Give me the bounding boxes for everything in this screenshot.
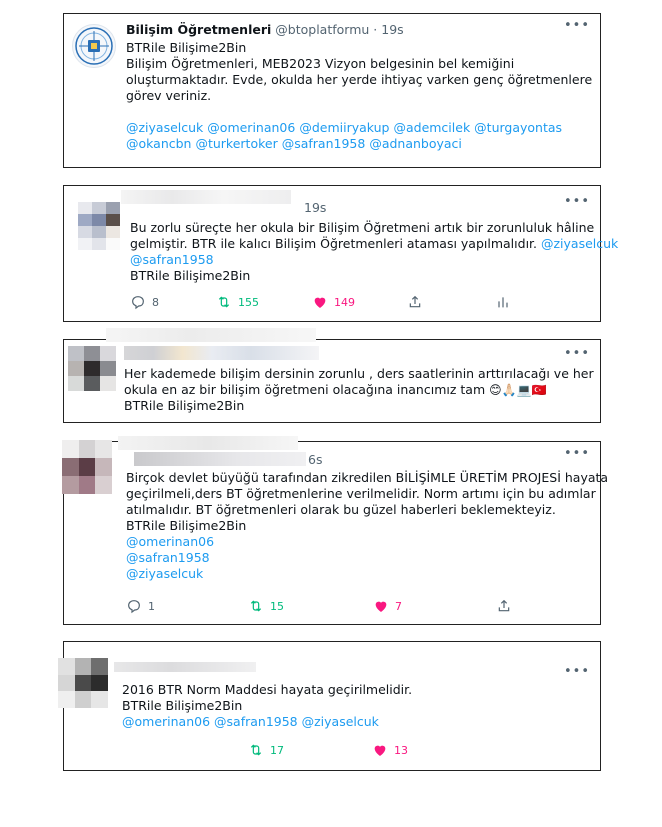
blurred-author-handle[interactable] [134, 452, 306, 466]
tweet-text [126, 40, 592, 152]
blurred-author-name[interactable] [114, 662, 256, 672]
more-horizontal-icon[interactable]: ••• [563, 194, 590, 209]
more-horizontal-icon[interactable]: ••• [563, 346, 590, 361]
mention-link[interactable]: @safran1958 [281, 136, 366, 151]
tweet-card[interactable] [63, 339, 601, 423]
like-count: 13 [394, 743, 408, 757]
retweet-button[interactable] [248, 598, 284, 614]
blurred-author-name[interactable] [118, 436, 298, 450]
mention-link[interactable]: @demiiryakup [299, 120, 390, 135]
like-count: 7 [395, 599, 402, 613]
tweet-line: BTRile Bilişime2Bin [124, 398, 245, 413]
tweet-line: geçirilmeli,ders BT öğretmenlerine verilmelidir. Norm artımı için bu adımlar [126, 486, 596, 501]
analytics-icon [495, 294, 511, 310]
tweet-header [304, 200, 326, 216]
retweet-button[interactable] [248, 742, 284, 758]
mention-link[interactable]: @omerinan06 [126, 534, 215, 549]
mention-link[interactable]: @turgayontas [474, 120, 563, 135]
tweet-line: Her kademede bilişim dersinin zorunlu , ders saatlerinin arttırılacağı ve her [124, 366, 594, 381]
tweet-time[interactable]: 19s [304, 200, 327, 215]
reply-icon [126, 598, 142, 614]
tweet-card[interactable] [63, 641, 601, 771]
tweet-actions [122, 742, 582, 760]
tweet-line: görev veriniz. [126, 88, 212, 103]
mention-link[interactable]: @ziyaselcuk [301, 714, 379, 729]
tweet-text [126, 470, 608, 582]
tweet-line: BTRile Bilişime2Bin [122, 698, 243, 713]
heart-icon [373, 598, 389, 614]
tweet-time[interactable]: 6s [308, 452, 323, 467]
reply-button[interactable] [130, 294, 159, 310]
like-button[interactable] [312, 294, 355, 310]
tweet-line: gelmiştir. BTR ile kalıcı Bilişim Öğretmenleri ataması yapılmalıdır. [130, 236, 538, 251]
mention-link[interactable]: @omerinan06 [122, 714, 211, 729]
like-count: 149 [334, 295, 355, 309]
tweet-line: 2016 BTR Norm Maddesi hayata geçirilmelidir. [122, 682, 413, 697]
blurred-author-name[interactable] [106, 328, 316, 342]
mention-link[interactable]: @ziyaselcuk [126, 566, 204, 581]
blurred-author-handle[interactable] [124, 346, 319, 360]
blurred-author-name[interactable] [121, 190, 291, 204]
retweet-button[interactable] [216, 294, 259, 310]
like-button[interactable] [372, 742, 408, 758]
tweet-card[interactable] [63, 185, 619, 322]
tweet-card[interactable] [63, 13, 601, 168]
mention-link[interactable]: @turkertoker [195, 136, 278, 151]
tweet-line: Bu zorlu süreçte her okula bir Bilişim Öğretmeni artık bir zorunluluk hâline [130, 220, 595, 235]
retweet-icon [248, 598, 264, 614]
mention-link[interactable]: @ziyaselcuk [126, 120, 204, 135]
tweet-line: BTRile Bilişime2Bin [126, 40, 247, 55]
tweet-line: oluşturmaktadır. Evde, okulda her yerde ihtiyaç varken genç öğretmenlere [126, 72, 593, 87]
heart-icon [312, 294, 328, 310]
bilisim-logo-icon [73, 25, 115, 67]
analytics-button[interactable] [495, 294, 511, 310]
share-button[interactable] [407, 294, 423, 310]
mention-link[interactable]: @ziyaselcuk [541, 236, 619, 251]
mention-link[interactable]: @ademcilek [393, 120, 471, 135]
reply-count: 8 [152, 295, 159, 309]
retweet-count: 155 [238, 295, 259, 309]
share-button[interactable] [496, 598, 512, 614]
more-horizontal-icon[interactable]: ••• [563, 446, 590, 461]
like-button[interactable] [373, 598, 402, 614]
avatar[interactable] [72, 24, 116, 68]
tweet-actions [126, 598, 586, 616]
blurred-avatar[interactable] [62, 440, 112, 494]
tweet-line: BTRile Bilişime2Bin [126, 518, 247, 533]
tweet-text [124, 366, 594, 414]
blurred-avatar[interactable] [58, 658, 108, 708]
tweet-actions [130, 294, 590, 312]
mention-link[interactable]: @safran1958 [130, 252, 214, 267]
tweet-line: okula en az bir bilişim öğretmeni olacağına inancımız tam [124, 382, 486, 397]
mention-link[interactable]: @omerinan06 [207, 120, 296, 135]
mention-link[interactable]: @adnanboyaci [369, 136, 462, 151]
emoji-group-icon: 😊🙏🏻💻🇹🇷 [489, 383, 547, 397]
retweet-icon [216, 294, 232, 310]
blurred-avatar[interactable] [78, 202, 120, 250]
author-handle[interactable]: @btoplatformu [275, 22, 370, 37]
tweet-header [308, 452, 322, 468]
mention-link[interactable]: @safran1958 [214, 714, 298, 729]
share-icon [407, 294, 423, 310]
blurred-avatar[interactable] [68, 346, 116, 390]
tweet-header: Bilişim Öğretmenleri @btoplatformu · 19s [126, 22, 404, 37]
tweet-line: atılmalıdır. BT öğretmenleri olarak bu güzel haberleri beklemekteyiz. [126, 502, 556, 517]
heart-icon [372, 742, 388, 758]
mention-link[interactable]: @okancbn [126, 136, 192, 151]
retweet-count: 15 [270, 599, 284, 613]
mention-link[interactable]: @safran1958 [126, 550, 210, 565]
reply-icon [130, 294, 146, 310]
share-icon [496, 598, 512, 614]
reply-button[interactable] [126, 598, 155, 614]
retweet-icon [248, 742, 264, 758]
tweet-time[interactable]: 19s [381, 22, 404, 37]
tweet-text [130, 220, 618, 284]
tweet-text [122, 682, 412, 730]
author-name[interactable]: Bilişim Öğretmenleri [126, 22, 272, 37]
more-horizontal-icon[interactable]: ••• [563, 664, 590, 679]
more-horizontal-icon[interactable]: ••• [563, 18, 590, 33]
tweet-line: BTRile Bilişime2Bin [130, 268, 251, 283]
tweet-card[interactable] [63, 441, 609, 625]
tweet-line: Bilişim Öğretmenleri, MEB2023 Vizyon belgesinin bel kemiğini [126, 56, 515, 71]
retweet-count: 17 [270, 743, 284, 757]
reply-count: 1 [148, 599, 155, 613]
tweet-line: Birçok devlet büyüğü tarafından zikredilen BİLİŞİMLE ÜRETİM PROJESİ hayata [126, 470, 609, 485]
